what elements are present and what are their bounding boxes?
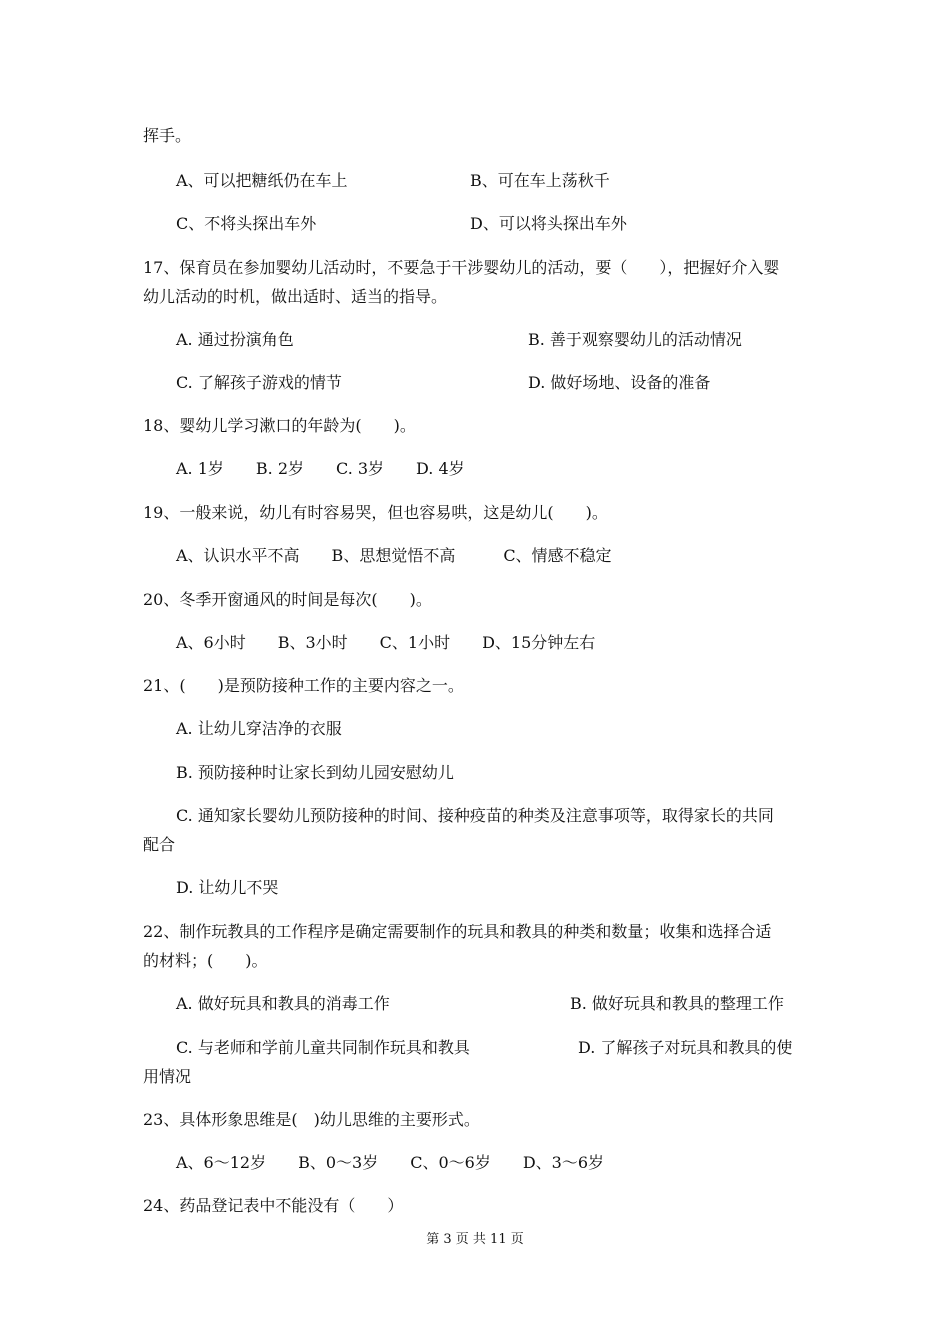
option-d: D. 让幼儿不哭 xyxy=(176,878,279,897)
option-b: B. 做好玩具和教具的整理工作 xyxy=(570,994,784,1013)
question-19: 19、一般来说，幼儿有时容易哭，但也容易哄，这是幼儿( )。 xyxy=(143,503,608,522)
option-d: D. 做好场地、设备的准备 xyxy=(528,373,711,392)
options-20: A、6小时 B、3小时 C、1小时 D、15分钟左右 xyxy=(176,633,596,652)
option-a: A. 做好玩具和教具的消毒工作 xyxy=(176,994,390,1013)
question-18: 18、婴幼儿学习漱口的年龄为( )。 xyxy=(143,416,416,435)
question-24: 24、药品登记表中不能没有（ ） xyxy=(143,1196,404,1215)
option-d-cont: 用情况 xyxy=(143,1067,192,1086)
option-d: D. 了解孩子对玩具和教具的使 xyxy=(578,1038,793,1057)
options-19: A、认识水平不高 B、思想觉悟不高 C、情感不稳定 xyxy=(176,546,612,565)
question-21: 21、( )是预防接种工作的主要内容之一。 xyxy=(143,676,464,695)
page-footer: 第 3 页 共 11 页 xyxy=(426,1232,524,1247)
option-b: B、可在车上荡秋千 xyxy=(470,171,610,190)
options-23: A、6～12岁 B、0～3岁 C、0～6岁 D、3～6岁 xyxy=(176,1153,605,1172)
option-a: A、可以把糖纸仍在车上 xyxy=(176,171,348,190)
option-c: C. 通知家长婴幼儿预防接种的时间、接种疫苗的种类及注意事项等，取得家长的共同 xyxy=(176,806,774,825)
option-b: B. 善于观察婴幼儿的活动情况 xyxy=(528,330,742,349)
option-c-cont: 配合 xyxy=(143,835,176,854)
option-c: C. 了解孩子游戏的情节 xyxy=(176,373,342,392)
question-23: 23、具体形象思维是( )幼儿思维的主要形式。 xyxy=(143,1110,480,1129)
question-17: 17、保育员在参加婴幼儿活动时，不要急于干涉婴幼儿的活动，要（ ），把握好介入婴 xyxy=(143,258,780,277)
text-line: 挥手。 xyxy=(143,126,192,145)
option-c: C. 与老师和学前儿童共同制作玩具和教具 xyxy=(176,1038,470,1057)
option-c: C、不将头探出车外 xyxy=(176,214,317,233)
option-a: A. 通过扮演角色 xyxy=(176,330,294,349)
option-b: B. 预防接种时让家长到幼儿园安慰幼儿 xyxy=(176,763,454,782)
question-22-cont: 的材料；( )。 xyxy=(143,951,268,970)
option-a: A. 让幼儿穿洁净的衣服 xyxy=(176,719,342,738)
question-22: 22、制作玩教具的工作程序是确定需要制作的玩具和教具的种类和数量；收集和选择合适 xyxy=(143,922,772,941)
options-18: A. 1岁 B. 2岁 C. 3岁 D. 4岁 xyxy=(176,459,465,478)
option-d: D、可以将头探出车外 xyxy=(470,214,627,233)
question-20: 20、冬季开窗通风的时间是每次( )。 xyxy=(143,590,432,609)
question-17-cont: 幼儿活动的时机，做出适时、适当的指导。 xyxy=(143,287,448,306)
